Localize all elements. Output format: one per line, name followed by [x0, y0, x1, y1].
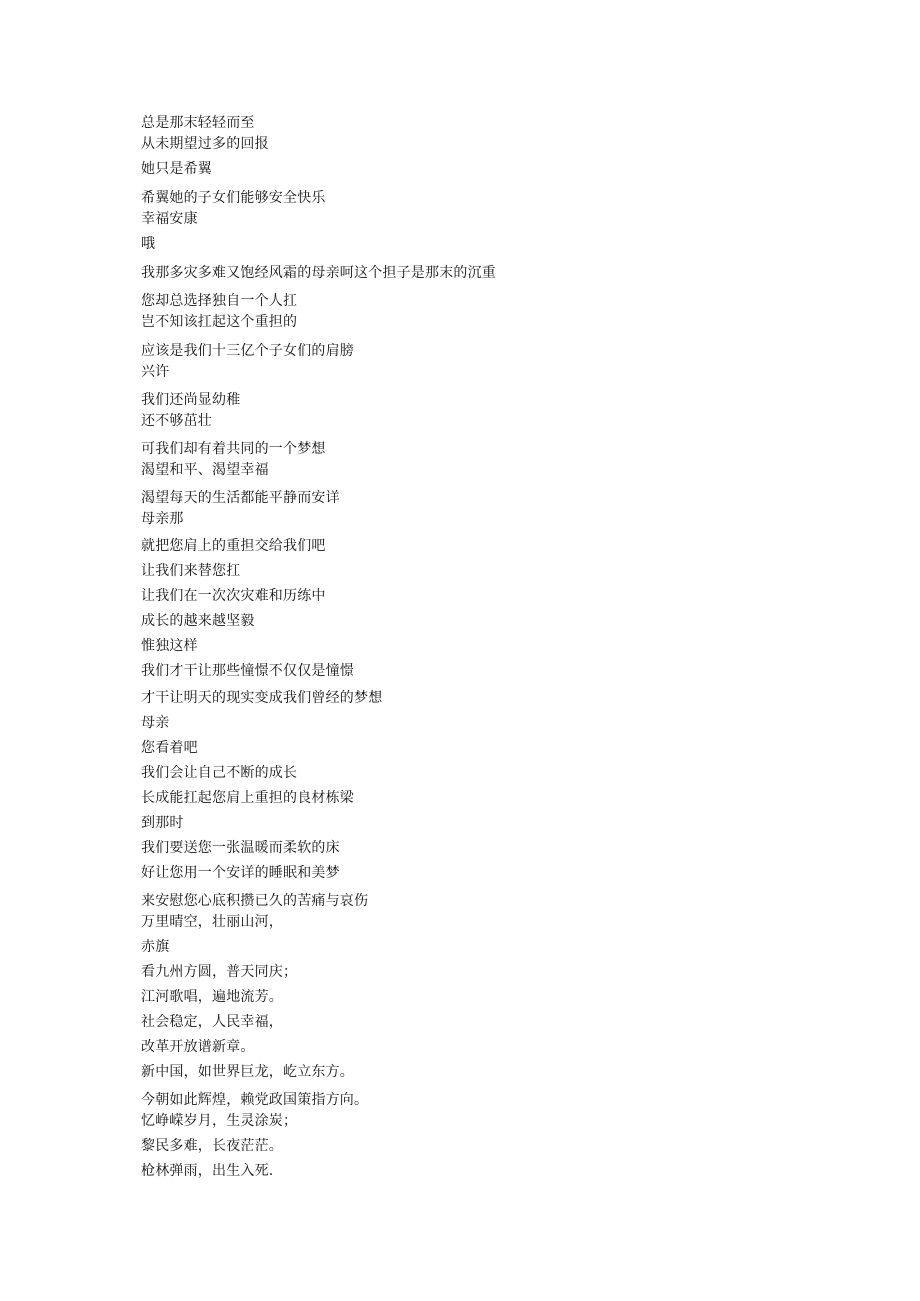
text-line: 我们要送您一张温暖而柔软的床 [141, 840, 340, 856]
text-line: 可我们却有着共同的一个梦想 [141, 441, 326, 457]
text-line: 母亲 [141, 715, 170, 731]
text-line: 我那多灾多难又饱经风霜的母亲呵这个担子是那末的沉重 [141, 265, 496, 281]
text-line: 就把您肩上的重担交给我们吧 [141, 538, 326, 554]
text-line: 应该是我们十三亿个子女们的肩膀 [141, 343, 354, 359]
text-line: 兴许 [141, 364, 170, 380]
text-line: 改革开放谱新章。 [141, 1039, 255, 1055]
text-line: 黎民多难，长夜茫茫。 [141, 1138, 283, 1154]
text-line: 赤旗 [141, 939, 170, 955]
text-line: 今朝如此辉煌，赖党政国策指方向。 [141, 1092, 369, 1108]
text-line: 忆峥嵘岁月，生灵涂炭； [141, 1113, 298, 1129]
text-line: 渴望和平、渴望幸福 [141, 462, 269, 478]
text-line: 长成能扛起您肩上重担的良材栋梁 [141, 790, 354, 806]
text-line: 她只是希翼 [141, 161, 212, 177]
text-line: 成长的越来越坚毅 [141, 613, 255, 629]
text-line: 岂不知该扛起这个重担的 [141, 314, 298, 330]
text-line: 惟独这样 [141, 638, 198, 654]
text-line: 哦 [141, 236, 156, 252]
text-line: 来安慰您心底积攒已久的苦痛与哀伤 [141, 893, 369, 909]
text-line: 我们会让自己不断的成长 [141, 765, 298, 781]
text-line: 您却总选择独自一个人扛 [141, 293, 298, 309]
text-line: 枪林弹雨，出生入死. [141, 1163, 274, 1179]
text-line: 母亲那 [141, 511, 184, 527]
text-line: 才干让明天的现实变成我们曾经的梦想 [141, 690, 383, 706]
text-line: 还不够茁壮 [141, 413, 212, 429]
text-line: 从未期望过多的回报 [141, 136, 269, 152]
text-line: 幸福安康 [141, 211, 198, 227]
text-line: 总是那末轻轻而至 [141, 115, 255, 131]
text-line: 我们还尚显幼稚 [141, 392, 241, 408]
text-line: 希翼她的子女们能够安全快乐 [141, 190, 326, 206]
text-line: 到那时 [141, 815, 184, 831]
text-line: 渴望每天的生活都能平静而安详 [141, 490, 340, 506]
text-line: 您看着吧 [141, 740, 198, 756]
text-line: 看九州方圆，普天同庆； [141, 964, 298, 980]
text-line: 江河歌唱，遍地流芳。 [141, 989, 283, 1005]
text-line: 让我们来替您扛 [141, 563, 241, 579]
text-line: 万里晴空，壮丽山河， [141, 914, 283, 930]
text-line: 社会稳定，人民幸福， [141, 1014, 283, 1030]
text-line: 新中国，如世界巨龙，屹立东方。 [141, 1064, 354, 1080]
text-line: 好让您用一个安详的睡眠和美梦 [141, 865, 340, 881]
text-line: 让我们在一次次灾难和历练中 [141, 588, 326, 604]
text-line: 我们才干让那些憧憬不仅仅是憧憬 [141, 663, 354, 679]
